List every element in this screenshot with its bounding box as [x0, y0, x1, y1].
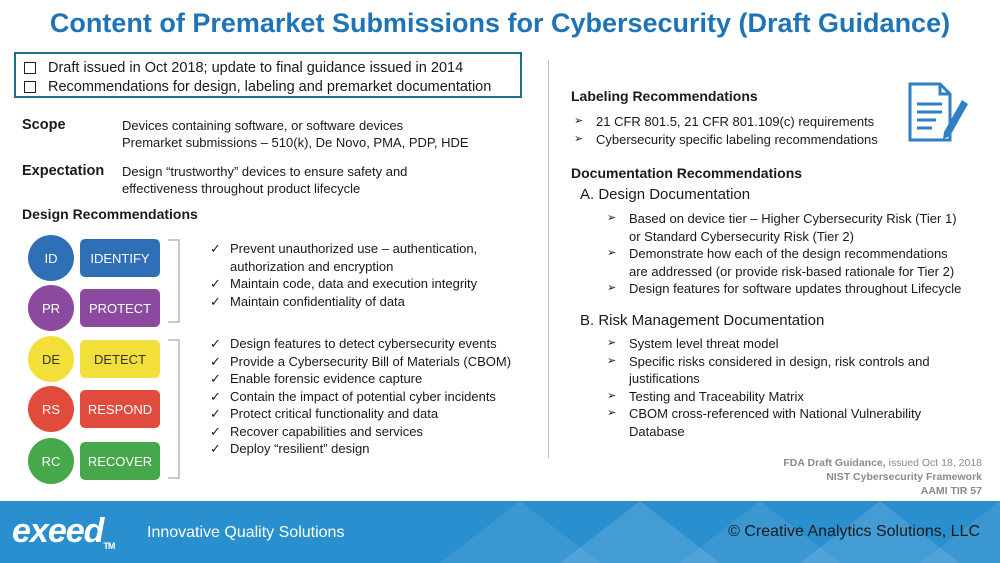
design-documentation-heading: A. Design Documentation: [580, 186, 751, 203]
list-item: ➢ Cybersecurity specific labeling recommendations: [574, 131, 878, 147]
list-item: ✓ Contain the impact of potential cyber incidents: [210, 388, 496, 404]
list-item: ➢ CBOM cross-referenced with National Vulnerability Database: [607, 406, 922, 439]
checkmark-icon: ✓: [210, 406, 221, 421]
list-item: ✓ Prevent unauthorized use – authentication,: [210, 241, 478, 256]
protect-list: [210, 240, 540, 310]
arrow-bullet-icon: ➢: [574, 132, 584, 145]
list-item: ➢ Testing and Traceability Matrix: [607, 388, 804, 404]
function-label-protect: PROTECT: [80, 289, 160, 327]
list-item: ➢ System level threat model: [607, 336, 779, 351]
checkbox-icon: [24, 62, 36, 74]
checkmark-icon: ✓: [210, 353, 221, 369]
summary-box: [14, 52, 522, 98]
list-item: ✓ Protect critical functionality and data: [210, 406, 439, 421]
function-circle-pr: PR: [28, 285, 74, 331]
summary-item: Recommendations for design, labeling and premarket documentation: [24, 77, 512, 96]
function-circle-id: ID: [28, 235, 74, 281]
function-circle-rs: RS: [28, 386, 74, 432]
arrow-bullet-icon: ➢: [607, 247, 617, 259]
list-item: ➢ 21 CFR 801.5, 21 CFR 801.109(c) requirements: [574, 114, 875, 129]
design-recommendations-heading: Design Recommendations: [22, 206, 198, 222]
arrow-bullet-icon: ➢: [607, 407, 617, 419]
list-item: ➢ Demonstrate how each of the design recommendations are addressed (or provide risk-based rationale for Tier 2): [607, 246, 955, 279]
risk-management-heading: B. Risk Management Documentation: [580, 312, 825, 329]
documentation-heading: Documentation Recommendations: [571, 165, 803, 181]
expectation-text: Design “trustworthy” devices to ensure safety and effectiveness throughout product lifecycle: [122, 164, 408, 196]
list-item: ➢ Based on device tier – Higher Cybersecurity Risk (Tier 1) or Standard Cybersecurity Risk (Tier 2): [607, 211, 957, 244]
source-line-3: AAMI TIR 57: [920, 485, 982, 497]
list-item: ✓ Recover capabilities and services: [210, 423, 423, 439]
list-item: ✓ Maintain code, data and execution integrity: [210, 276, 478, 291]
checkmark-icon: ✓: [210, 388, 221, 404]
risk-management-list: [607, 335, 987, 440]
labeling-list: [574, 113, 878, 148]
design-documentation-list: [607, 210, 987, 298]
list-item: authorization and encryption: [230, 258, 394, 274]
function-circle-de: DE: [28, 336, 74, 382]
list-item: ➢ Specific risks considered in design, risk controls and justifications: [607, 353, 930, 386]
arrow-bullet-icon: ➢: [574, 115, 584, 127]
bracket-graphics: [165, 238, 189, 490]
checkmark-icon: ✓: [210, 371, 221, 386]
function-label-respond: RESPOND: [80, 390, 160, 428]
page-title: Content of Premarket Submissions for Cybersecurity (Draft Guidance): [49, 8, 951, 38]
summary-item: Draft issued in Oct 2018; update to final guidance issued in 2014: [24, 58, 512, 77]
function-label-detect: DETECT: [80, 340, 160, 378]
function-label-identify: IDENTIFY: [80, 239, 160, 277]
footer-copyright: © Creative Analytics Solutions, LLC: [728, 523, 980, 540]
list-item: ✓ Deploy “resilient” design: [210, 441, 370, 456]
checkmark-icon: ✓: [210, 441, 221, 456]
scope-text: Devices containing software, or software devices Premarket submissions – 510(k), De Novo, PMA, PDP, HDE: [122, 118, 469, 150]
arrow-bullet-icon: ➢: [607, 354, 617, 367]
column-divider: [548, 60, 549, 458]
list-item: ✓ Provide a Cybersecurity Bill of Materials (CBOM): [210, 353, 512, 369]
list-item: ✓ Maintain confidentiality of data: [210, 293, 405, 309]
arrow-bullet-icon: ➢: [607, 282, 617, 294]
exeed-logo: exeedTM: [12, 512, 115, 551]
checkmark-icon: ✓: [210, 423, 221, 439]
labeling-heading: Labeling Recommendations: [571, 88, 758, 104]
arrow-bullet-icon: ➢: [607, 337, 617, 349]
checkbox-icon: [24, 81, 36, 93]
scope-label: Scope: [22, 117, 66, 133]
expectation-label: Expectation: [22, 163, 105, 179]
checkmark-icon: ✓: [210, 241, 221, 256]
detect-respond-recover-list: [210, 335, 545, 458]
list-item: ➢ Design features for software updates throughout Lifecycle: [607, 281, 962, 296]
source-line-1: FDA Draft Guidance, issued Oct 18, 2018: [783, 457, 982, 469]
function-label-recover: RECOVER: [80, 442, 160, 480]
list-item: ✓ Enable forensic evidence capture: [210, 371, 423, 386]
checkmark-icon: ✓: [210, 293, 221, 309]
checkmark-icon: ✓: [210, 336, 221, 351]
footer-tagline: Innovative Quality Solutions: [147, 524, 345, 541]
arrow-bullet-icon: ➢: [607, 212, 617, 224]
source-line-2: NIST Cybersecurity Framework: [826, 471, 982, 483]
list-item: ✓ Design features to detect cybersecurity events: [210, 336, 497, 351]
checkmark-icon: ✓: [210, 276, 221, 291]
arrow-bullet-icon: ➢: [607, 389, 617, 402]
document-edit-icon: [906, 80, 970, 146]
function-circle-rc: RC: [28, 438, 74, 484]
